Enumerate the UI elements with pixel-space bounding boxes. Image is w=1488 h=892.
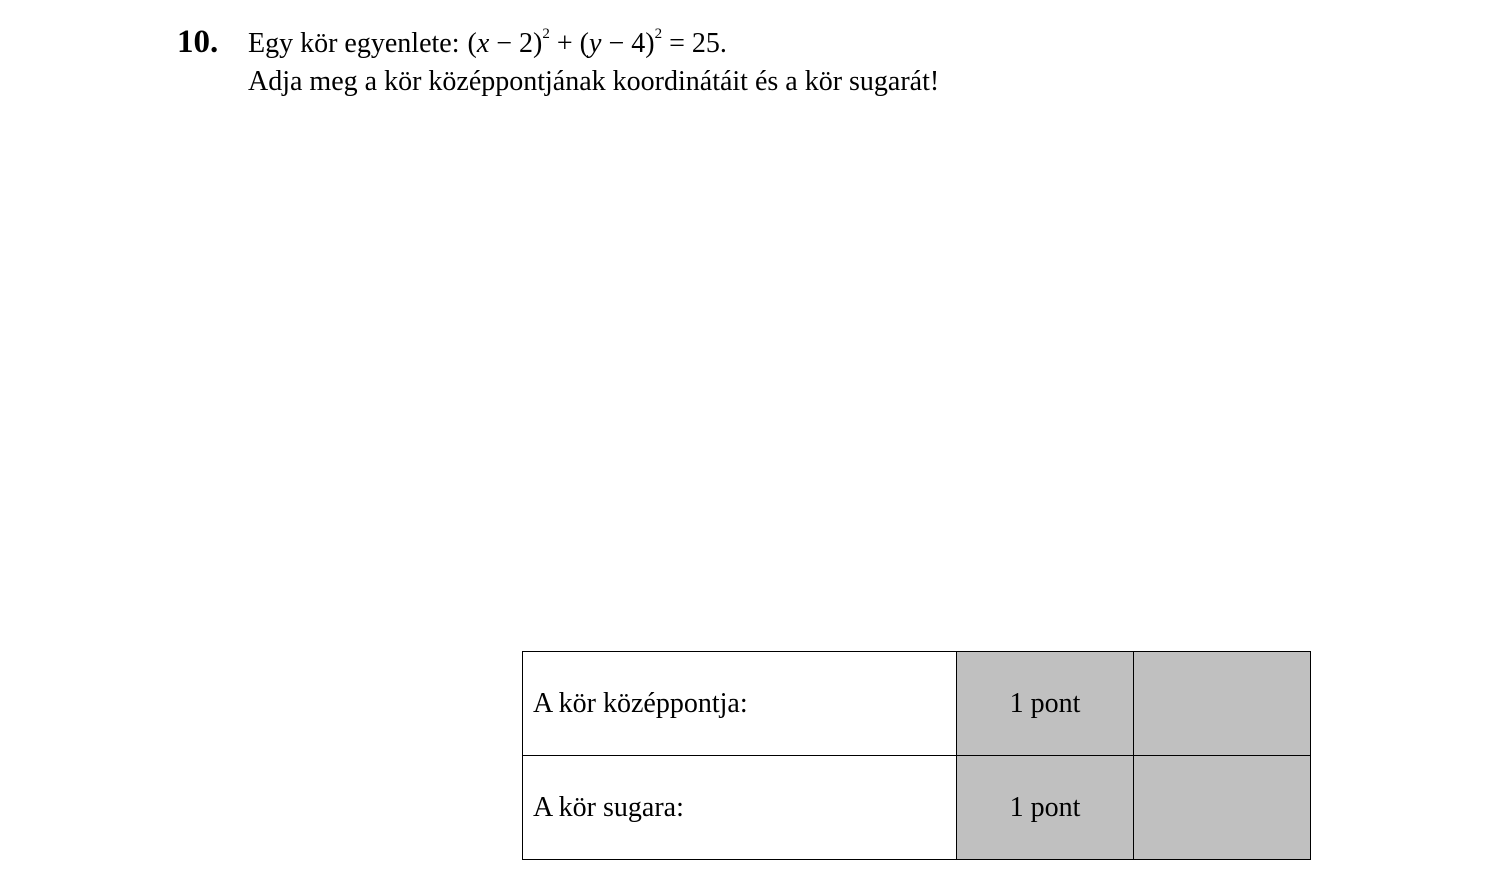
question-intro: Egy kör egyenlete: [248,28,460,59]
eq-open-paren-1: ( [467,28,477,59]
eq-variable-y: y [589,28,602,59]
score-label-center: A kör középpontja: [523,652,957,756]
score-blank-center [1134,652,1311,756]
eq-exponent-1: 2 [542,26,550,42]
circle-equation [467,28,726,59]
score-table [522,651,1311,860]
table-row [523,756,1311,860]
eq-exponent-2: 2 [654,26,663,42]
question-line-1 [248,24,727,64]
question-instruction: Adja meg a kör középpontjának koordinátáit és a kör sugarát! [248,66,940,97]
score-points-radius: 1 pont [957,756,1134,860]
score-blank-radius [1134,756,1311,860]
score-points-center: 1 pont [957,652,1134,756]
eq-minus-4: − 4) [601,28,655,59]
eq-variable-x: x [476,28,490,59]
question-number: 10. [177,24,219,60]
eq-rhs: = 25. [662,28,727,59]
table-row [523,652,1311,756]
eq-minus-2: − 2) [489,28,543,59]
eq-plus-open: + ( [549,28,589,59]
score-label-radius: A kör sugara: [523,756,957,860]
